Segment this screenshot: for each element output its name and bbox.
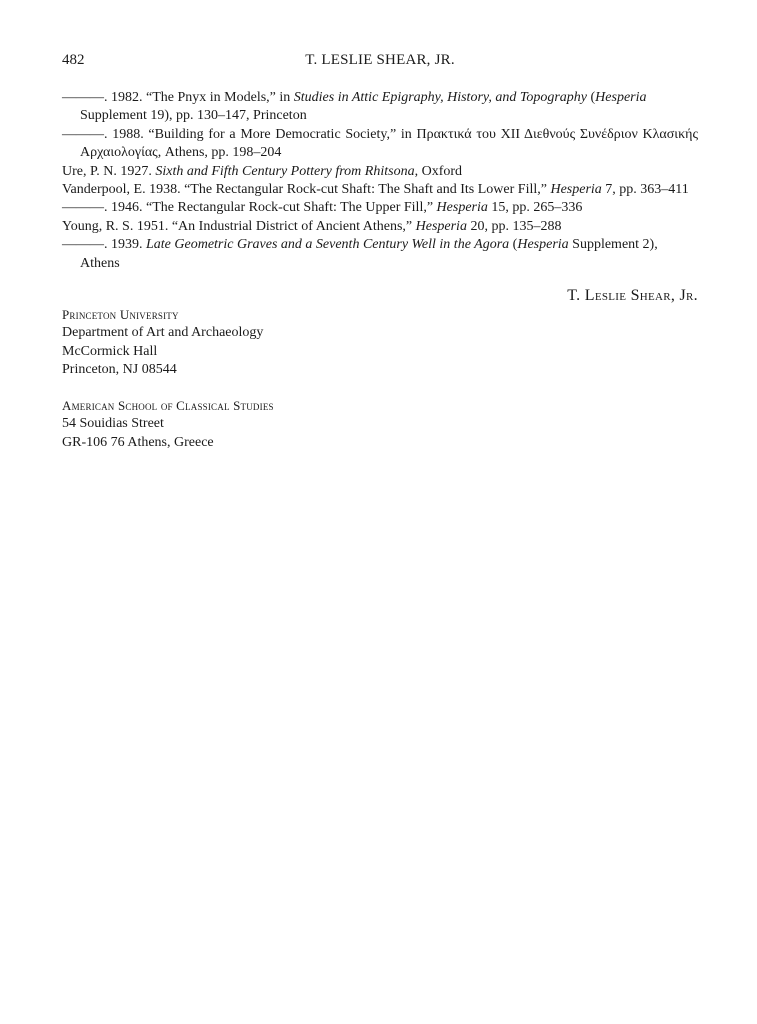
italic-title-run: Hesperia (595, 90, 647, 105)
italic-title-run: Late Geometric Graves and a Seventh Century Well in the Agora (146, 237, 510, 253)
author-address-athens (62, 397, 274, 452)
page-number: 482 (62, 52, 85, 68)
institution-name: American School of Classical Studies (62, 398, 274, 413)
bibliography-entry (62, 126, 698, 163)
bibliography-entry (62, 163, 698, 181)
text-run: ———. 1988. “Building for a More Democratic Society,” in Πρακτικά του ΧΙΙ Διεθνούς Συνέδριον Κλασικής Αρχαιολογίας, Athens, pp. 198–204 (62, 126, 698, 161)
address-line: GR-106 76 Athens, Greece (62, 434, 214, 450)
text-run: ( (587, 90, 596, 105)
institution-name: Princeton University (62, 307, 179, 322)
text-run: ———. 1982. “The Pnyx in Models,” in (62, 90, 294, 105)
text-run: , Oxford (414, 163, 463, 179)
bibliography-entry (62, 89, 698, 126)
running-title: T. LESLIE SHEAR, JR. (305, 52, 455, 68)
text-run: Ure, P. N. 1927. (62, 163, 156, 179)
text-run: Supplement 19), pp. 130–147, Princeton (80, 108, 307, 124)
text-run: Vanderpool, E. 1938. “The Rectangular Rock-cut Shaft: The Shaft and Its Lower Fill,” (62, 182, 551, 198)
bibliography-entry (62, 236, 698, 273)
author-address-princeton (62, 306, 263, 379)
italic-title-run: Sixth and Fifth Century Pottery from Rhitsona (155, 163, 415, 179)
bibliography-entry (62, 199, 698, 217)
italic-title-run: Studies in Attic Epigraphy, History, and Topography (293, 90, 587, 105)
address-line: McCormick Hall (62, 343, 158, 359)
italic-title-run: Hesperia (415, 218, 467, 234)
italic-title-run: Hesperia (550, 182, 602, 198)
bibliography-entry (62, 218, 698, 236)
text-run: 7, pp. 363–411 (601, 182, 689, 198)
italic-title-run: Hesperia (517, 237, 569, 253)
bibliography (62, 89, 698, 273)
address-line: 54 Souidias Street (62, 416, 164, 432)
address-line: Department of Art and Archaeology (62, 325, 264, 341)
bibliography-entry (62, 181, 698, 199)
text-run: ———. 1946. “The Rectangular Rock-cut Shaft: The Upper Fill,” (62, 200, 437, 216)
text-run: 15, pp. 265–336 (487, 200, 583, 216)
running-head (62, 52, 698, 72)
text-run: Young, R. S. 1951. “An Industrial District of Ancient Athens,” (62, 218, 416, 234)
italic-title-run: Hesperia (436, 200, 488, 216)
text-run: Supplement 2), Athens (80, 237, 658, 271)
text-run: ( (509, 237, 518, 253)
text-run: ———. 1939. (62, 237, 146, 253)
address-line: Princeton, NJ 08544 (62, 361, 177, 377)
author-signature: T. Leslie Shear, Jr. (567, 287, 698, 304)
text-run: 20, pp. 135–288 (466, 218, 562, 234)
